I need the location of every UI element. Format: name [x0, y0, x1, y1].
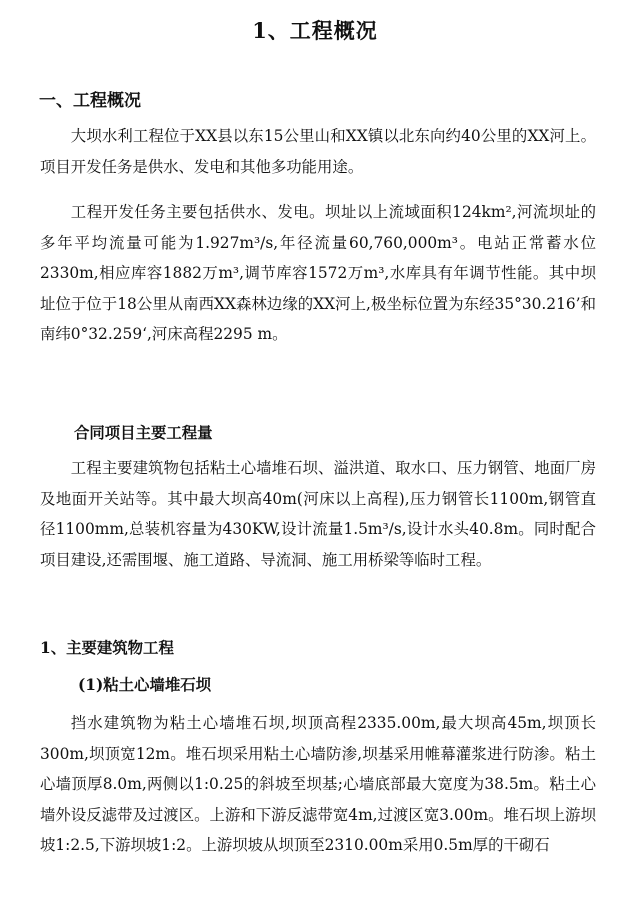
- section-heading: 一、工程概况: [39, 91, 141, 111]
- paragraph-dam: 挡水建筑物为粘土心墙堆石坝,坝顶高程2335.00m,最大坝高45m,坝顶长300m,坝顶宽12m。堆石坝采用粘土心墙防渗,坝基采用帷幕灌浆进行防渗。粘土心墙顶厚8.0m,两侧以1:0.25的斜坡至坝基;心墙底部最大宽度为38.5m。粘土心墙外设反滤带及过渡区。上游和下游反滤带宽4m,过渡区宽3.00m。堆石坝上游坝坡1:2.5,下游坝坡1:2。上游坝坡从坝顶至2310.00m采用0.5m厚的干砌石: [40, 714, 596, 855]
- subheading-dam: (1)粘土心墙堆石坝: [78, 676, 212, 694]
- paragraph-tasks: 工程开发任务主要包括供水、发电。坝址以上流域面积124km²,河流坝址的多年平均流量可能为1.927m³/s,年径流量60,760,000m³。电站正常蓄水位2330m,相应库容1882万m³,调节库容1572万m³,水库具有年调节性能。其中坝址位于位于18公里从南西XX森林边缘的XX河上,极坐标位置为东经35°30.216’和南纬0°32.259‘,河床高程2295 m。: [40, 203, 596, 344]
- subheading-main-works: 1、主要建筑物工程: [40, 639, 174, 657]
- paragraph-works: 工程主要建筑物包括粘土心墙堆石坝、溢洪道、取水口、压力钢管、地面厂房及地面开关站等。其中最大坝高40m(河床以上高程),压力钢管长1100m,钢管直径1100mm,总装机容量为430KW,设计流量1.5m³/s,设计水头40.8m。同时配合项目建设,还需围堰、施工道路、导流洞、施工用桥梁等临时工程。: [40, 459, 596, 569]
- page-title: 1、工程概况: [252, 18, 378, 43]
- paragraph-overview: 大坝水利工程位于XX县以东15公里山和XX镇以北东向约40公里的XX河上。项目开发任务是供水、发电和其他多功能用途。: [40, 127, 596, 176]
- subheading-contract: 合同项目主要工程量: [74, 424, 213, 442]
